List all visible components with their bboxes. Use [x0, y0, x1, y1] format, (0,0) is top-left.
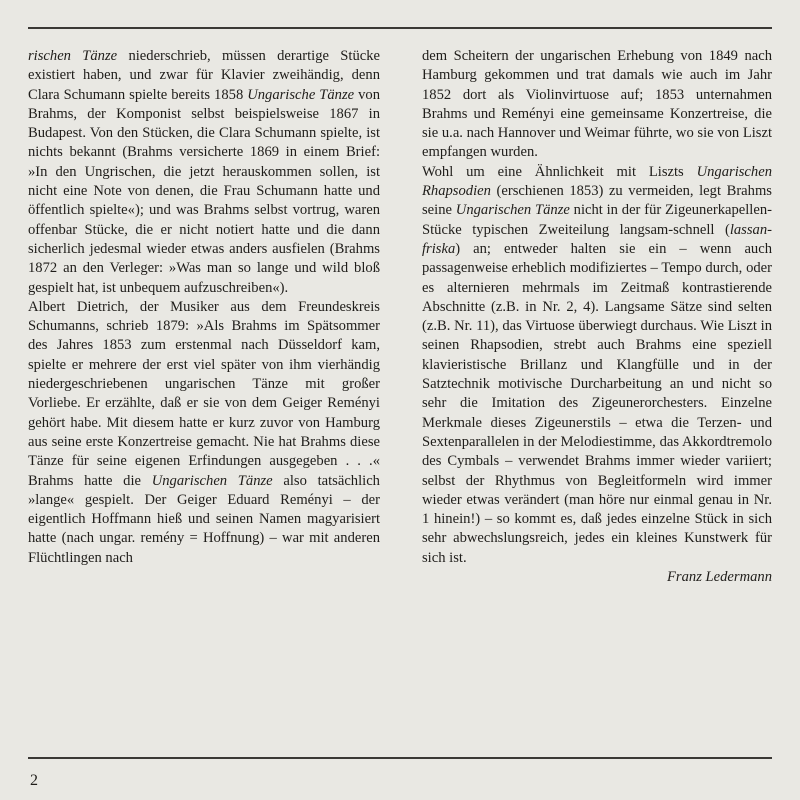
- text-segment: von Brahms, der Komponist selbst beispielsweise 1867 in Budapest. Von den Stücken, die Clara Schumann spielte, ist nichts bekannt (Brahms versicherte 1869 in einem Brief: »In den Ungrischen, die jetzt herauskommen sollen, ist nicht eine Note von denen, die Frau Schumann hatte und öffentlich spielte«); und was Brahms selbst vortrug, waren offenbar Stücke, die er nicht notiert hatte und die dann sicherlich jedesmal wieder etwas anders ausfielen (Brahms 1872 an den Verleger: »Was man so lange und wild bloß gespielt hat, ist unbequem aufzuschreiben«).: [28, 86, 380, 296]
- text-segment: nicht in der für Zigeunerkapellen-Stücke typischen Zweiteilung langsam-schnell (: [422, 202, 772, 238]
- italic-title: Ungarische Tänze: [247, 86, 355, 103]
- text-segment: ) an; entweder halten sie ein – wenn auch passagenweise erheblich modifiziertes – Tempo durch, oder es alternieren mehrmals im Zeitmaß kontrastierende Abschnitte (z.B. in Nr. 2, 4). Langsame Sätze sind selten (z.B. Nr. 11), das Virtuose überwiegt durchaus. Wie Liszt in seinen Rhapsodien, strebt auch Brahms eine speziell klavieristische Brillanz und Klangfülle und in der Satztechnik motivische Durcharbeitung an und nicht so sehr die Imitation des Zigeunerorchesters. Einzelne Merkmale dieses Zigeunerstils – etwa die Terzen- und Sextenparallelen in der Melodiestimme, das Akkordtremolo des Cymbals – verwendet Brahms immer wieder variiert; selbst der Rhythmus von Begleitformeln wird immer wieder etwas verändert (man höre nur einmal genau in Nr. 1 hinein!) – so kommt es, daß jedes einzelne Stück in sich sehr abwechslungsreich, jedes ein kleines Kunstwerk für sich ist.: [422, 240, 772, 566]
- top-rule: [28, 27, 772, 29]
- paragraph: [422, 47, 772, 163]
- bottom-rule: [28, 757, 772, 759]
- italic-title: Ungarischen Rhapsodien: [422, 163, 772, 200]
- italic-title: Ungarischen Tänze: [151, 472, 273, 489]
- right-column: [422, 47, 772, 587]
- italic-title: rischen Tänze: [28, 48, 118, 64]
- text-segment: niederschrieb, müssen derartige Stücke existiert haben, und zwar für Klavier zweihändig, denn Clara Schumann spielte bereits 1858: [28, 48, 380, 103]
- text-segment: (erschienen 1853) zu vermeiden, legt Brahms seine: [422, 183, 772, 219]
- italic-term: lassan-friska: [422, 221, 772, 257]
- paragraph: [28, 298, 380, 568]
- author-signature: Franz Ledermann: [667, 569, 772, 586]
- paragraph: [28, 47, 380, 298]
- text-segment: also tatsächlich »lange« gespielt. Der Geiger Eduard Reményi – der eigentlich Hoffmann hieß und seinen Namen magyarisiert hatte (nach ungar. remény = Hoffnung) – war mit anderen Flüchtlingen nach: [28, 472, 380, 566]
- text-segment: dem Scheitern der ungarischen Erhebung von 1849 nach Hamburg gekommen und trat damals wie auch im Jahr 1852 dort als Violinvirtuose auf; 1853 unternahmen Brahms und Reményi eine gemeinsame Konzertreise, die sie u.a. nach Hannover und Weimar führte, wo sie von Liszt empfangen wurden.: [422, 48, 772, 161]
- paragraph: [422, 163, 772, 568]
- text-segment: Albert Dietrich, der Musiker aus dem Freundeskreis Schumanns, schrieb 1879: »Als Brahms im Spätsommer des Jahres 1853 zum erstenmal nach Düsseldorf kam, spielte er mehrere der erst viel später von ihm vierhändig niedergeschriebenen ungarischen Tänze mit großer Vorliebe. Er erzählte, daß er sie von dem Geiger Reményi gehört habe. Mit diesem hatte er kurz zuvor von Hamburg aus seine erste Konzertreise gemacht. Nie hat Brahms diese Tänze für seine eigenen Erfindungen ausgegeben . . .« Brahms hatte die: [28, 298, 380, 489]
- italic-title: Ungarischen Tänze: [455, 202, 570, 219]
- page-number: 2: [30, 772, 38, 789]
- text-segment: Wohl um eine Ähnlichkeit mit Liszts: [422, 163, 697, 180]
- left-column: [28, 47, 380, 568]
